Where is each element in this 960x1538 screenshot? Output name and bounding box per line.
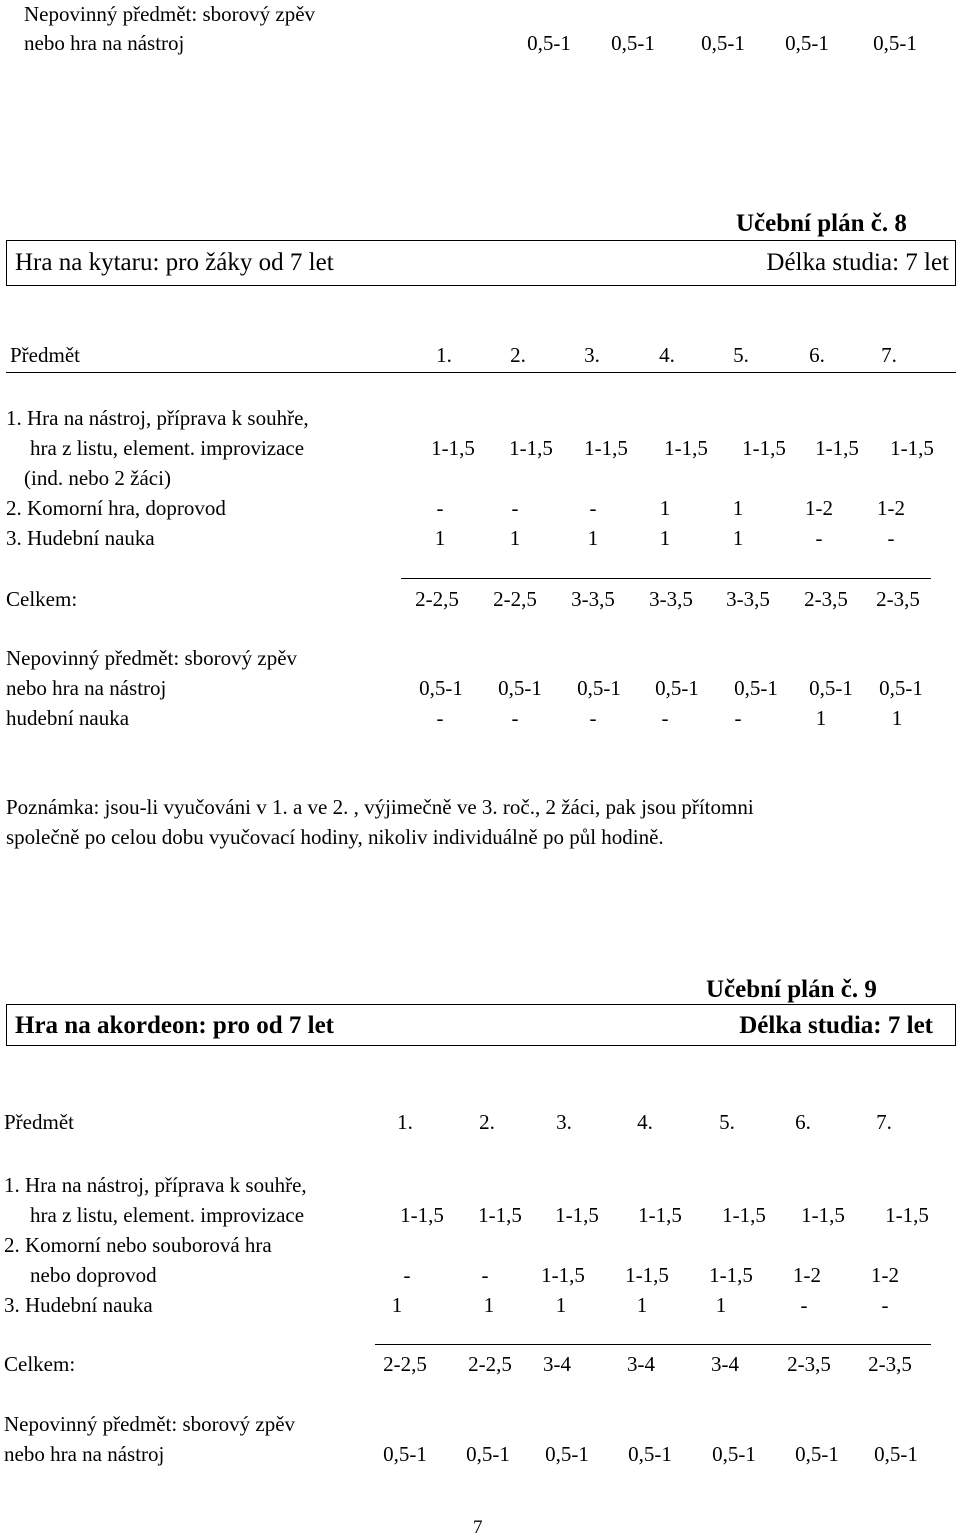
plan9-label: Učební plán č. 9 xyxy=(706,976,877,1003)
top-optional-value: 0,5-1 xyxy=(527,31,571,55)
plan8-row2-value: - xyxy=(511,496,519,520)
plan8-row2-label: 2. Komorní hra, doprovod xyxy=(6,496,226,520)
plan9-optional-value: 0,5-1 xyxy=(383,1442,427,1466)
plan8-row3-value: 1 xyxy=(732,526,744,550)
plan8-optional-line1: Nepovinný předmět: sborový zpěv xyxy=(6,646,298,670)
plan8-total-value: 2-3,5 xyxy=(876,587,920,611)
plan8-row3-value: - xyxy=(887,526,895,550)
plan8-row3-value: 1 xyxy=(587,526,599,550)
plan8-total-value: 2-2,5 xyxy=(493,587,537,611)
plan8-row1-value: 1-1,5 xyxy=(509,436,553,460)
plan8-note-line1: Poznámka: jsou-li vyučováni v 1. a ve 2. , výjimečně ve 3. roč., 2 žáci, pak jsou přítomni xyxy=(6,795,754,819)
plan9-row2-value: 1-1,5 xyxy=(541,1263,585,1287)
plan8-total-value: 3-3,5 xyxy=(726,587,770,611)
plan8-row3-value: 1 xyxy=(509,526,521,550)
plan9-year-header: 3. xyxy=(556,1110,572,1134)
plan9-year-header: 2. xyxy=(479,1110,495,1134)
plan9-total-label: Celkem: xyxy=(4,1352,76,1376)
plan8-total-rule xyxy=(401,578,931,579)
plan8-row1-line2: hra z listu, element. improvizace xyxy=(30,436,305,460)
plan8-row3-value: - xyxy=(815,526,823,550)
plan9-row2-line1: 2. Komorní nebo souborová hra xyxy=(4,1233,272,1257)
plan9-optional-value: 0,5-1 xyxy=(795,1442,839,1466)
plan9-title-box xyxy=(6,1004,956,1046)
page-number: 7 xyxy=(473,1517,483,1538)
plan9-row2-value: 1-1,5 xyxy=(625,1263,669,1287)
plan8-row1-line1: 1. Hra na nástroj, příprava k souhře, xyxy=(6,406,309,430)
plan8-optional-value: 0,5-1 xyxy=(734,676,778,700)
plan8-year-header: 6. xyxy=(809,343,825,367)
plan8-row1-value: 1-1,5 xyxy=(431,436,475,460)
plan8-theory-label: hudební nauka xyxy=(6,706,130,730)
plan8-row2-value: 1-2 xyxy=(877,496,905,520)
plan9-year-header: 7. xyxy=(876,1110,892,1134)
plan8-row2-value: - xyxy=(589,496,597,520)
plan9-row1-value: 1-1,5 xyxy=(722,1203,766,1227)
plan9-optional-line1: Nepovinný předmět: sborový zpěv xyxy=(4,1412,296,1436)
plan9-optional-value: 0,5-1 xyxy=(874,1442,918,1466)
plan9-row3-value: 1 xyxy=(555,1293,567,1317)
plan9-row1-value: 1-1,5 xyxy=(638,1203,682,1227)
plan8-theory-value: - xyxy=(436,706,444,730)
plan8-theory-value: - xyxy=(589,706,597,730)
plan8-row2-value: 1 xyxy=(659,496,671,520)
top-optional-value: 0,5-1 xyxy=(873,31,917,55)
plan8-optional-value: 0,5-1 xyxy=(577,676,621,700)
plan8-optional-line2: nebo hra na nástroj xyxy=(6,676,167,700)
plan8-year-header: 7. xyxy=(881,343,897,367)
plan8-total-value: 2-2,5 xyxy=(415,587,459,611)
plan8-total-value: 3-3,5 xyxy=(571,587,615,611)
plan9-row1-value: 1-1,5 xyxy=(400,1203,444,1227)
plan8-optional-value: 0,5-1 xyxy=(809,676,853,700)
plan9-total-value: 2-2,5 xyxy=(383,1352,427,1376)
plan9-total-rule xyxy=(375,1344,931,1345)
plan9-row1-line2: hra z listu, element. improvizace xyxy=(30,1203,305,1227)
plan8-theory-value: 1 xyxy=(891,706,903,730)
plan9-row1-value: 1-1,5 xyxy=(555,1203,599,1227)
plan8-year-header: 1. xyxy=(436,343,452,367)
plan8-year-header: 3. xyxy=(584,343,600,367)
plan8-theory-value: - xyxy=(734,706,742,730)
plan9-optional-line2: nebo hra na nástroj xyxy=(4,1442,165,1466)
plan8-theory-value: - xyxy=(511,706,519,730)
plan8-row1-value: 1-1,5 xyxy=(664,436,708,460)
plan8-row3-value: 1 xyxy=(659,526,671,550)
plan8-note-line2: společně po celou dobu vyučovací hodiny, nikoliv individuálně po půl hodině. xyxy=(6,825,664,849)
plan8-theory-value: 1 xyxy=(815,706,827,730)
top-optional-subject-line1: Nepovinný předmět: sborový zpěv xyxy=(24,2,316,26)
plan9-total-value: 3-4 xyxy=(711,1352,739,1376)
plan8-year-header: 2. xyxy=(510,343,526,367)
plan8-total-value: 3-3,5 xyxy=(649,587,693,611)
plan9-title: Hra na akordeon: pro od 7 let xyxy=(15,1012,334,1039)
plan9-optional-value: 0,5-1 xyxy=(712,1442,756,1466)
plan8-theory-value: - xyxy=(661,706,669,730)
plan9-row2-value: 1-1,5 xyxy=(709,1263,753,1287)
plan9-total-value: 2-3,5 xyxy=(868,1352,912,1376)
top-optional-value: 0,5-1 xyxy=(611,31,655,55)
plan9-row2-line2: nebo doprovod xyxy=(30,1263,157,1287)
plan8-title-box xyxy=(6,240,956,286)
plan9-row1-value: 1-1,5 xyxy=(478,1203,522,1227)
plan8-optional-value: 0,5-1 xyxy=(879,676,923,700)
plan9-row3-value: 1 xyxy=(483,1293,495,1317)
plan8-duration: Délka studia: 7 let xyxy=(766,249,949,276)
plan8-subject-header: Předmět xyxy=(10,343,80,367)
plan8-total-label: Celkem: xyxy=(6,587,78,611)
plan9-optional-value: 0,5-1 xyxy=(545,1442,589,1466)
plan9-year-header: 5. xyxy=(719,1110,735,1134)
plan8-row3-value: 1 xyxy=(434,526,446,550)
plan9-row1-value: 1-1,5 xyxy=(885,1203,929,1227)
plan9-total-value: 2-3,5 xyxy=(787,1352,831,1376)
plan9-row3-value: - xyxy=(881,1293,889,1317)
plan9-row3-value: 1 xyxy=(715,1293,727,1317)
plan8-row1-value: 1-1,5 xyxy=(584,436,628,460)
top-optional-subject-line2: nebo hra na nástroj xyxy=(24,31,185,55)
plan8-row2-value: 1-2 xyxy=(805,496,833,520)
plan8-optional-value: 0,5-1 xyxy=(419,676,463,700)
plan9-row2-value: - xyxy=(403,1263,411,1287)
plan8-row1-value: 1-1,5 xyxy=(742,436,786,460)
plan9-total-value: 3-4 xyxy=(627,1352,655,1376)
plan9-optional-value: 0,5-1 xyxy=(628,1442,672,1466)
plan9-row3-value: 1 xyxy=(636,1293,648,1317)
plan8-row3-label: 3. Hudební nauka xyxy=(6,526,155,550)
plan9-row2-value: 1-2 xyxy=(793,1263,821,1287)
plan8-row2-value: - xyxy=(436,496,444,520)
plan9-row2-value: - xyxy=(481,1263,489,1287)
plan9-row1-line1: 1. Hra na nástroj, příprava k souhře, xyxy=(4,1173,307,1197)
plan9-subject-header: Předmět xyxy=(4,1110,74,1134)
plan8-row1-value: 1-1,5 xyxy=(890,436,934,460)
plan9-year-header: 4. xyxy=(637,1110,653,1134)
plan9-row2-value: 1-2 xyxy=(871,1263,899,1287)
plan8-row1-line3: (ind. nebo 2 žáci) xyxy=(24,466,171,490)
plan9-row1-value: 1-1,5 xyxy=(801,1203,845,1227)
plan8-year-header: 5. xyxy=(733,343,749,367)
plan9-optional-value: 0,5-1 xyxy=(466,1442,510,1466)
plan8-optional-value: 0,5-1 xyxy=(498,676,542,700)
top-optional-value: 0,5-1 xyxy=(785,31,829,55)
plan9-row3-label: 3. Hudební nauka xyxy=(4,1293,153,1317)
plan8-row1-value: 1-1,5 xyxy=(815,436,859,460)
plan8-row2-value: 1 xyxy=(732,496,744,520)
plan8-label: Učební plán č. 8 xyxy=(736,210,907,237)
plan9-year-header: 1. xyxy=(397,1110,413,1134)
plan8-total-value: 2-3,5 xyxy=(804,587,848,611)
top-optional-value: 0,5-1 xyxy=(701,31,745,55)
plan9-duration: Délka studia: 7 let xyxy=(739,1012,933,1039)
plan8-year-header: 4. xyxy=(659,343,675,367)
plan9-row3-value: - xyxy=(800,1293,808,1317)
plan9-year-header: 6. xyxy=(795,1110,811,1134)
plan9-total-value: 3-4 xyxy=(543,1352,571,1376)
plan9-total-value: 2-2,5 xyxy=(468,1352,512,1376)
plan8-optional-value: 0,5-1 xyxy=(655,676,699,700)
plan8-header-rule xyxy=(6,372,956,373)
plan8-title: Hra na kytaru: pro žáky od 7 let xyxy=(15,249,334,276)
plan9-row3-value: 1 xyxy=(391,1293,403,1317)
